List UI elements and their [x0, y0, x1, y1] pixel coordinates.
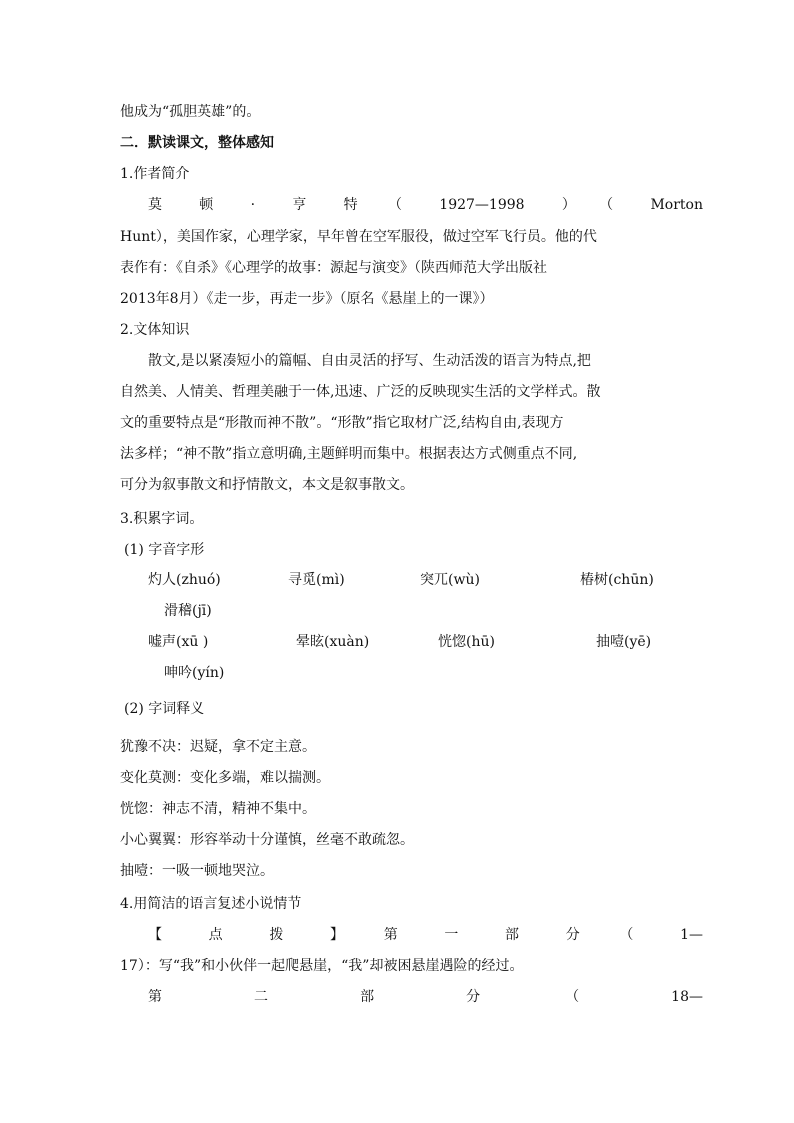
vocab-row-4 — [120, 661, 675, 685]
vocab-row-2 — [120, 599, 675, 623]
vocab-word: 晕眩(xuàn) — [296, 634, 370, 650]
text-line: 他成为“孤胆英雄”的。 — [120, 104, 261, 120]
subsection-heading: 4.用简洁的语言复述小说情节 — [120, 896, 302, 912]
genre-line-4: 法多样；“神不散”指立意明确,主题鲜明而集中。根据表达方式侧重点不同, — [120, 446, 578, 462]
sub-item-heading: (1) 字音字形 — [124, 542, 205, 558]
vocab-word: 椿树(chūn) — [580, 572, 654, 588]
definition: 犹豫不决：迟疑，拿不定主意。 — [120, 739, 316, 755]
plot-line-1: 【 点 拨 】 第 一 部 分 （ 1— — [148, 927, 703, 943]
subsection-heading: 3.积累字词。 — [120, 511, 204, 527]
genre-line-1: 散文,是以紧凑短小的篇幅、自由灵活的抒写、生动活泼的语言为特点,把 — [148, 353, 591, 369]
author-line-4: 2013年8月）《走一步，再走一步》（原名《悬崖上的一课》） — [120, 291, 494, 307]
vocab-word: 突兀(wù) — [420, 572, 480, 588]
definition: 变化莫测：变化多端，难以揣测。 — [120, 770, 330, 786]
genre-line-5: 可分为叙事散文和抒情散文，本文是叙事散文。 — [120, 477, 414, 493]
genre-line-2: 自然美、人情美、哲理美融于一体,迅速、广泛的反映现实生活的文学样式。散 — [120, 384, 601, 400]
definition: 抽噎：一吸一顿地哭泣。 — [120, 863, 274, 879]
vocab-word: 恍惚(hū) — [438, 634, 495, 650]
author-line-2: Hunt），美国作家，心理学家，早年曾在空军服役，做过空军飞行员。他的代 — [120, 229, 597, 245]
vocab-word: 呻吟(yín) — [164, 665, 225, 681]
section-heading: 二．默读课文，整体感知 — [120, 135, 274, 151]
vocab-word: 嘘声(xū ) — [148, 634, 209, 650]
vocab-word: 滑稽(jī) — [164, 603, 212, 619]
genre-line-3: 文的重要特点是“形散而神不散”。“形散”指它取材广泛,结构自由,表现方 — [120, 415, 564, 431]
definition: 小心翼翼：形容举动十分谨慎，丝毫不敢疏忽。 — [120, 832, 414, 848]
vocab-word: 寻觅(mì) — [288, 572, 345, 588]
author-line-1: 莫 顿 · 亨 特 （ 1927—1998 ） （ Morton — [148, 197, 703, 213]
vocab-row-3 — [120, 630, 675, 654]
vocab-word: 灼人(zhuó) — [148, 572, 221, 588]
vocab-row-1 — [120, 568, 675, 592]
subsection-heading: 1.作者简介 — [120, 166, 190, 182]
vocab-word: 抽噎(yē) — [596, 634, 652, 650]
plot-line-2: 17）：写“我”和小伙伴一起爬悬崖，“我”却被困悬崖遇险的经过。 — [120, 958, 524, 974]
plot-line-3: 第 二 部 分 （ 18— — [148, 989, 703, 1005]
definition: 恍惚：神志不清，精神不集中。 — [120, 801, 316, 817]
author-line-3: 表作有：《自杀》《心理学的故事：源起与演变》（陕西师范大学出版社 — [120, 260, 547, 276]
sub-item-heading: (2) 字词释义 — [124, 701, 205, 717]
subsection-heading: 2.文体知识 — [120, 322, 190, 338]
